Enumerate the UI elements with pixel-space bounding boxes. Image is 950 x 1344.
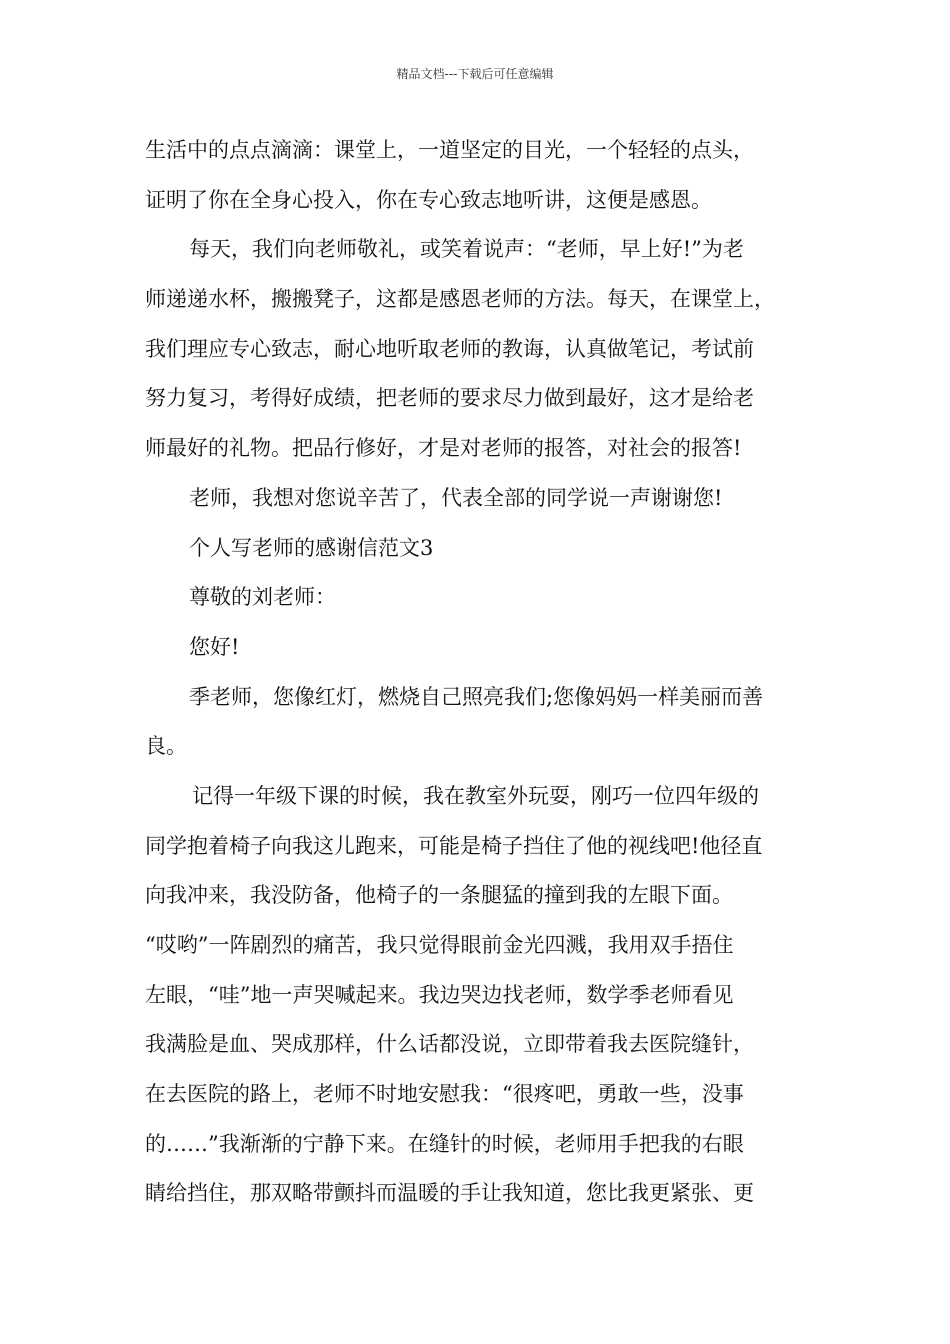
text-line: “哎哟”一阵剧烈的痛苦，我只觉得眼前金光四溅，我用双手捂住 xyxy=(145,933,734,957)
greeting: 您好! xyxy=(189,634,240,659)
paragraph-start-line: 记得一年级下课的时候，我在教室外玩耍，刚巧一位四年级的 xyxy=(192,783,759,808)
text-line: 我满脸是血、哭成那样，什么话都没说，立即带着我去医院缝针， xyxy=(145,1032,754,1057)
text-line: 同学抱着椅子向我这儿跑来，可能是椅子挡住了他的视线吧!他径直 xyxy=(145,833,763,858)
page-header: 精品文档---下载后可任意编辑 xyxy=(396,67,554,81)
document-body xyxy=(145,126,825,1219)
text-line: 生活中的点点滴滴：课堂上，一道坚定的目光，一个轻轻的点头， xyxy=(145,138,754,162)
text-line: 努力复习，考得好成绩，把老师的要求尽力做到最好，这才是给老 xyxy=(145,386,754,411)
paragraph-start-line: 季老师，您像红灯，燃烧自己照亮我们;您像妈妈一样美丽而善 xyxy=(189,684,764,709)
paragraph-start-line: 老师，我想对您说辛苦了，代表全部的同学说一声谢谢您! xyxy=(189,485,723,510)
text-line: 的……”我渐渐的宁静下来。在缝针的时候，老师用手把我的右眼 xyxy=(145,1131,744,1156)
text-line: 师递递水杯，搬搬凳子，这都是感恩老师的方法。每天，在课堂上， xyxy=(145,287,775,312)
salutation: 尊敬的刘老师： xyxy=(189,585,336,610)
text-line: 向我冲来，我没防备，他椅子的一条腿猛的撞到我的左眼下面。 xyxy=(145,883,733,908)
text-line: 左眼，“哇”地一声哭喊起来。我边哭边找老师，数学季老师看见 xyxy=(145,982,734,1007)
paragraph-start-line: 每天，我们向老师敬礼，或笑着说声：“老师，早上好!”为老 xyxy=(189,237,744,262)
section-title: 个人写老师的感谢信范文3 xyxy=(189,535,434,560)
text-line: 我们理应专心致志，耐心地听取老师的教诲，认真做笔记，考试前 xyxy=(145,336,754,361)
text-line: 在去医院的路上，老师不时地安慰我：“很疼吧，勇敢一些，没事 xyxy=(145,1082,744,1107)
text-line: 师最好的礼物。把品行修好，才是对老师的报答，对社会的报答! xyxy=(145,436,742,461)
text-line: 证明了你在全身心投入，你在专心致志地听讲，这便是感恩。 xyxy=(145,187,712,212)
text-line: 睛给挡住，那双略带颤抖而温暖的手让我知道，您比我更紧张、更 xyxy=(145,1181,754,1206)
text-line: 良。 xyxy=(145,734,187,759)
